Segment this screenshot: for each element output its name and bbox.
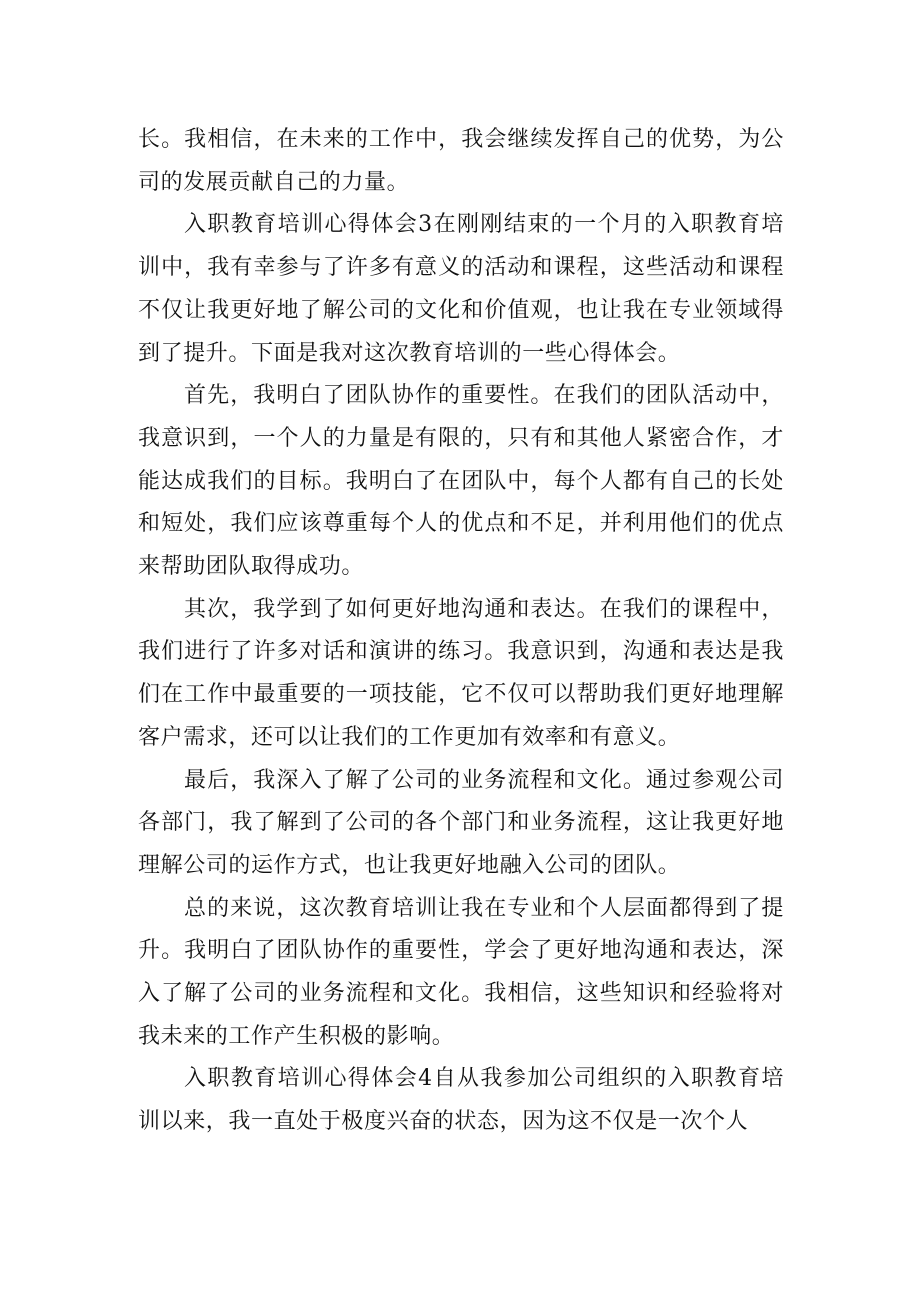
paragraph-continuation: 长。我相信，在未来的工作中，我会继续发挥自己的优势，为公司的发展贡献自己的力量。	[138, 127, 784, 195]
paragraph-communication: 其次，我学到了如何更好地沟通和表达。在我们的课程中，我们进行了许多对话和演讲的练习。我意识到，沟通和表达是我们在工作中最重要的一项技能，它不仅可以帮助我们更好地理解客户需求，还可以让我们的工作更加有效率和有意义。	[138, 596, 784, 750]
paragraph-summary: 总的来说，这次教育培训让我在专业和个人层面都得到了提升。我明白了团队协作的重要性，学会了更好地沟通和表达，深入了解了公司的业务流程和文化。我相信，这些知识和经验将对我未来的工作产生积极的影响。	[138, 895, 784, 1049]
paragraph-teamwork: 首先，我明白了团队协作的重要性。在我们的团队活动中，我意识到，一个人的力量是有限的，只有和其他人紧密合作，才能达成我们的目标。我明白了在团队中，每个人都有自己的长处和短处，我们应该尊重每个人的优点和不足，并利用他们的优点来帮助团队取得成功。	[138, 383, 784, 580]
paragraph-experience-4-intro: 入职教育培训心得体会4自从我参加公司组织的入职教育培训以来，我一直处于极度兴奋的状态，因为这不仅是一次个人	[138, 1066, 784, 1135]
document-body	[138, 119, 784, 1144]
paragraph-business-process: 最后，我深入了解了公司的业务流程和文化。通过参观公司各部门，我了解到了公司的各个部门和业务流程，这让我更好地理解公司的运作方式，也让我更好地融入公司的团队。	[138, 767, 784, 878]
paragraph-experience-3-intro: 入职教育培训心得体会3在刚刚结束的一个月的入职教育培训中，我有幸参与了许多有意义的活动和课程，这些活动和课程不仅让我更好地了解公司的文化和价值观，也让我在专业领域得到了提升。下面是我对这次教育培训的一些心得体会。	[138, 212, 784, 366]
